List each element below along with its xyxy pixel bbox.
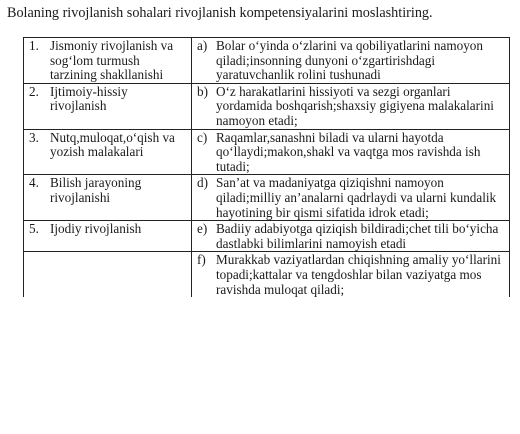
empty-area-cell xyxy=(24,252,192,297)
area-text: Bilish jarayoning rivojlanishi xyxy=(50,175,142,205)
table-row xyxy=(24,129,510,175)
area-item xyxy=(29,85,187,114)
area-cell xyxy=(24,129,192,175)
competency-cell xyxy=(192,221,510,252)
area-text: Nutq,muloqat,o‘qish va yozish malakalari xyxy=(50,129,175,160)
competency-item xyxy=(197,85,505,129)
matching-table xyxy=(23,37,510,297)
table-row xyxy=(24,252,510,297)
area-text: Ijtimoiy-hissiy rivojlanish xyxy=(50,83,128,114)
competency-text: Murakkab vaziyatlardan chiqishning amaliy yo‘llarini topadi;kattalar va tengdoshlar bilan vaziyatga mos ravishda muloqat qiladi; xyxy=(216,252,501,297)
area-cell xyxy=(24,38,192,84)
area-number: 4. xyxy=(29,175,39,191)
competency-letter: d) xyxy=(197,175,208,191)
area-text: Jismoniy rivojlanish va sog‘lom turmush tarzining shakllanishi xyxy=(50,38,174,83)
competency-letter: b) xyxy=(197,83,208,99)
competency-text: Bolar o‘yinda o‘zlarini va qobiliyatlarini namoyon qiladi;insonning dunyoni o‘zgartirishdagi yaratuvchanlik rolini tushunadi xyxy=(216,38,483,83)
area-number: 1. xyxy=(29,38,39,53)
table-row xyxy=(24,38,510,84)
area-item xyxy=(29,131,187,160)
area-item xyxy=(29,39,187,83)
competency-text: Badiiy adabiyotga qiziqish bildiradi;chet tili bo‘yicha dastlabki bilimlarini namoyish etadi xyxy=(216,221,499,251)
table-row xyxy=(24,175,510,221)
competency-item xyxy=(197,222,505,251)
competency-cell xyxy=(192,175,510,221)
area-cell xyxy=(24,175,192,221)
competency-letter: e) xyxy=(197,221,208,237)
area-cell xyxy=(24,221,192,252)
task-title: Bolaning rivojlanish sohalari rivojlanish kompetensiyalarini moslashtiring. xyxy=(7,5,433,21)
competency-cell xyxy=(192,129,510,175)
competency-cell xyxy=(192,83,510,129)
competency-letter: c) xyxy=(197,129,208,145)
area-cell xyxy=(24,83,192,129)
area-item xyxy=(29,222,187,237)
competency-item xyxy=(197,253,505,297)
competency-letter: a) xyxy=(197,38,208,53)
competency-text: O‘z harakatlarini hissiyoti va sezgi organlari yordamida boshqarish;shaxsiy gigiyena malakalarini namoyon etadi; xyxy=(216,83,494,128)
competency-item xyxy=(197,39,505,83)
table-row xyxy=(24,221,510,252)
table-row xyxy=(24,83,510,129)
area-number: 5. xyxy=(29,221,39,237)
area-item xyxy=(29,176,187,205)
competency-item xyxy=(197,176,505,220)
competency-cell xyxy=(192,38,510,84)
competency-item xyxy=(197,131,505,175)
competency-text: Raqamlar,sanashni biladi va ularni hayotda qo‘llaydi;makon,shakl va vaqtga mos ravishda ish tutadi; xyxy=(216,129,481,174)
competency-text: San’at va madaniyatga qiziqishni namoyon qiladi;milliy an’analarni qadrlaydi va ularni kundalik hayotining bir qismi sifatida idrok etadi; xyxy=(216,175,497,220)
competency-cell xyxy=(192,252,510,297)
area-number: 3. xyxy=(29,129,39,145)
area-text: Ijodiy rivojlanish xyxy=(50,221,142,237)
competency-letter: f) xyxy=(197,252,206,268)
area-number: 2. xyxy=(29,83,39,99)
